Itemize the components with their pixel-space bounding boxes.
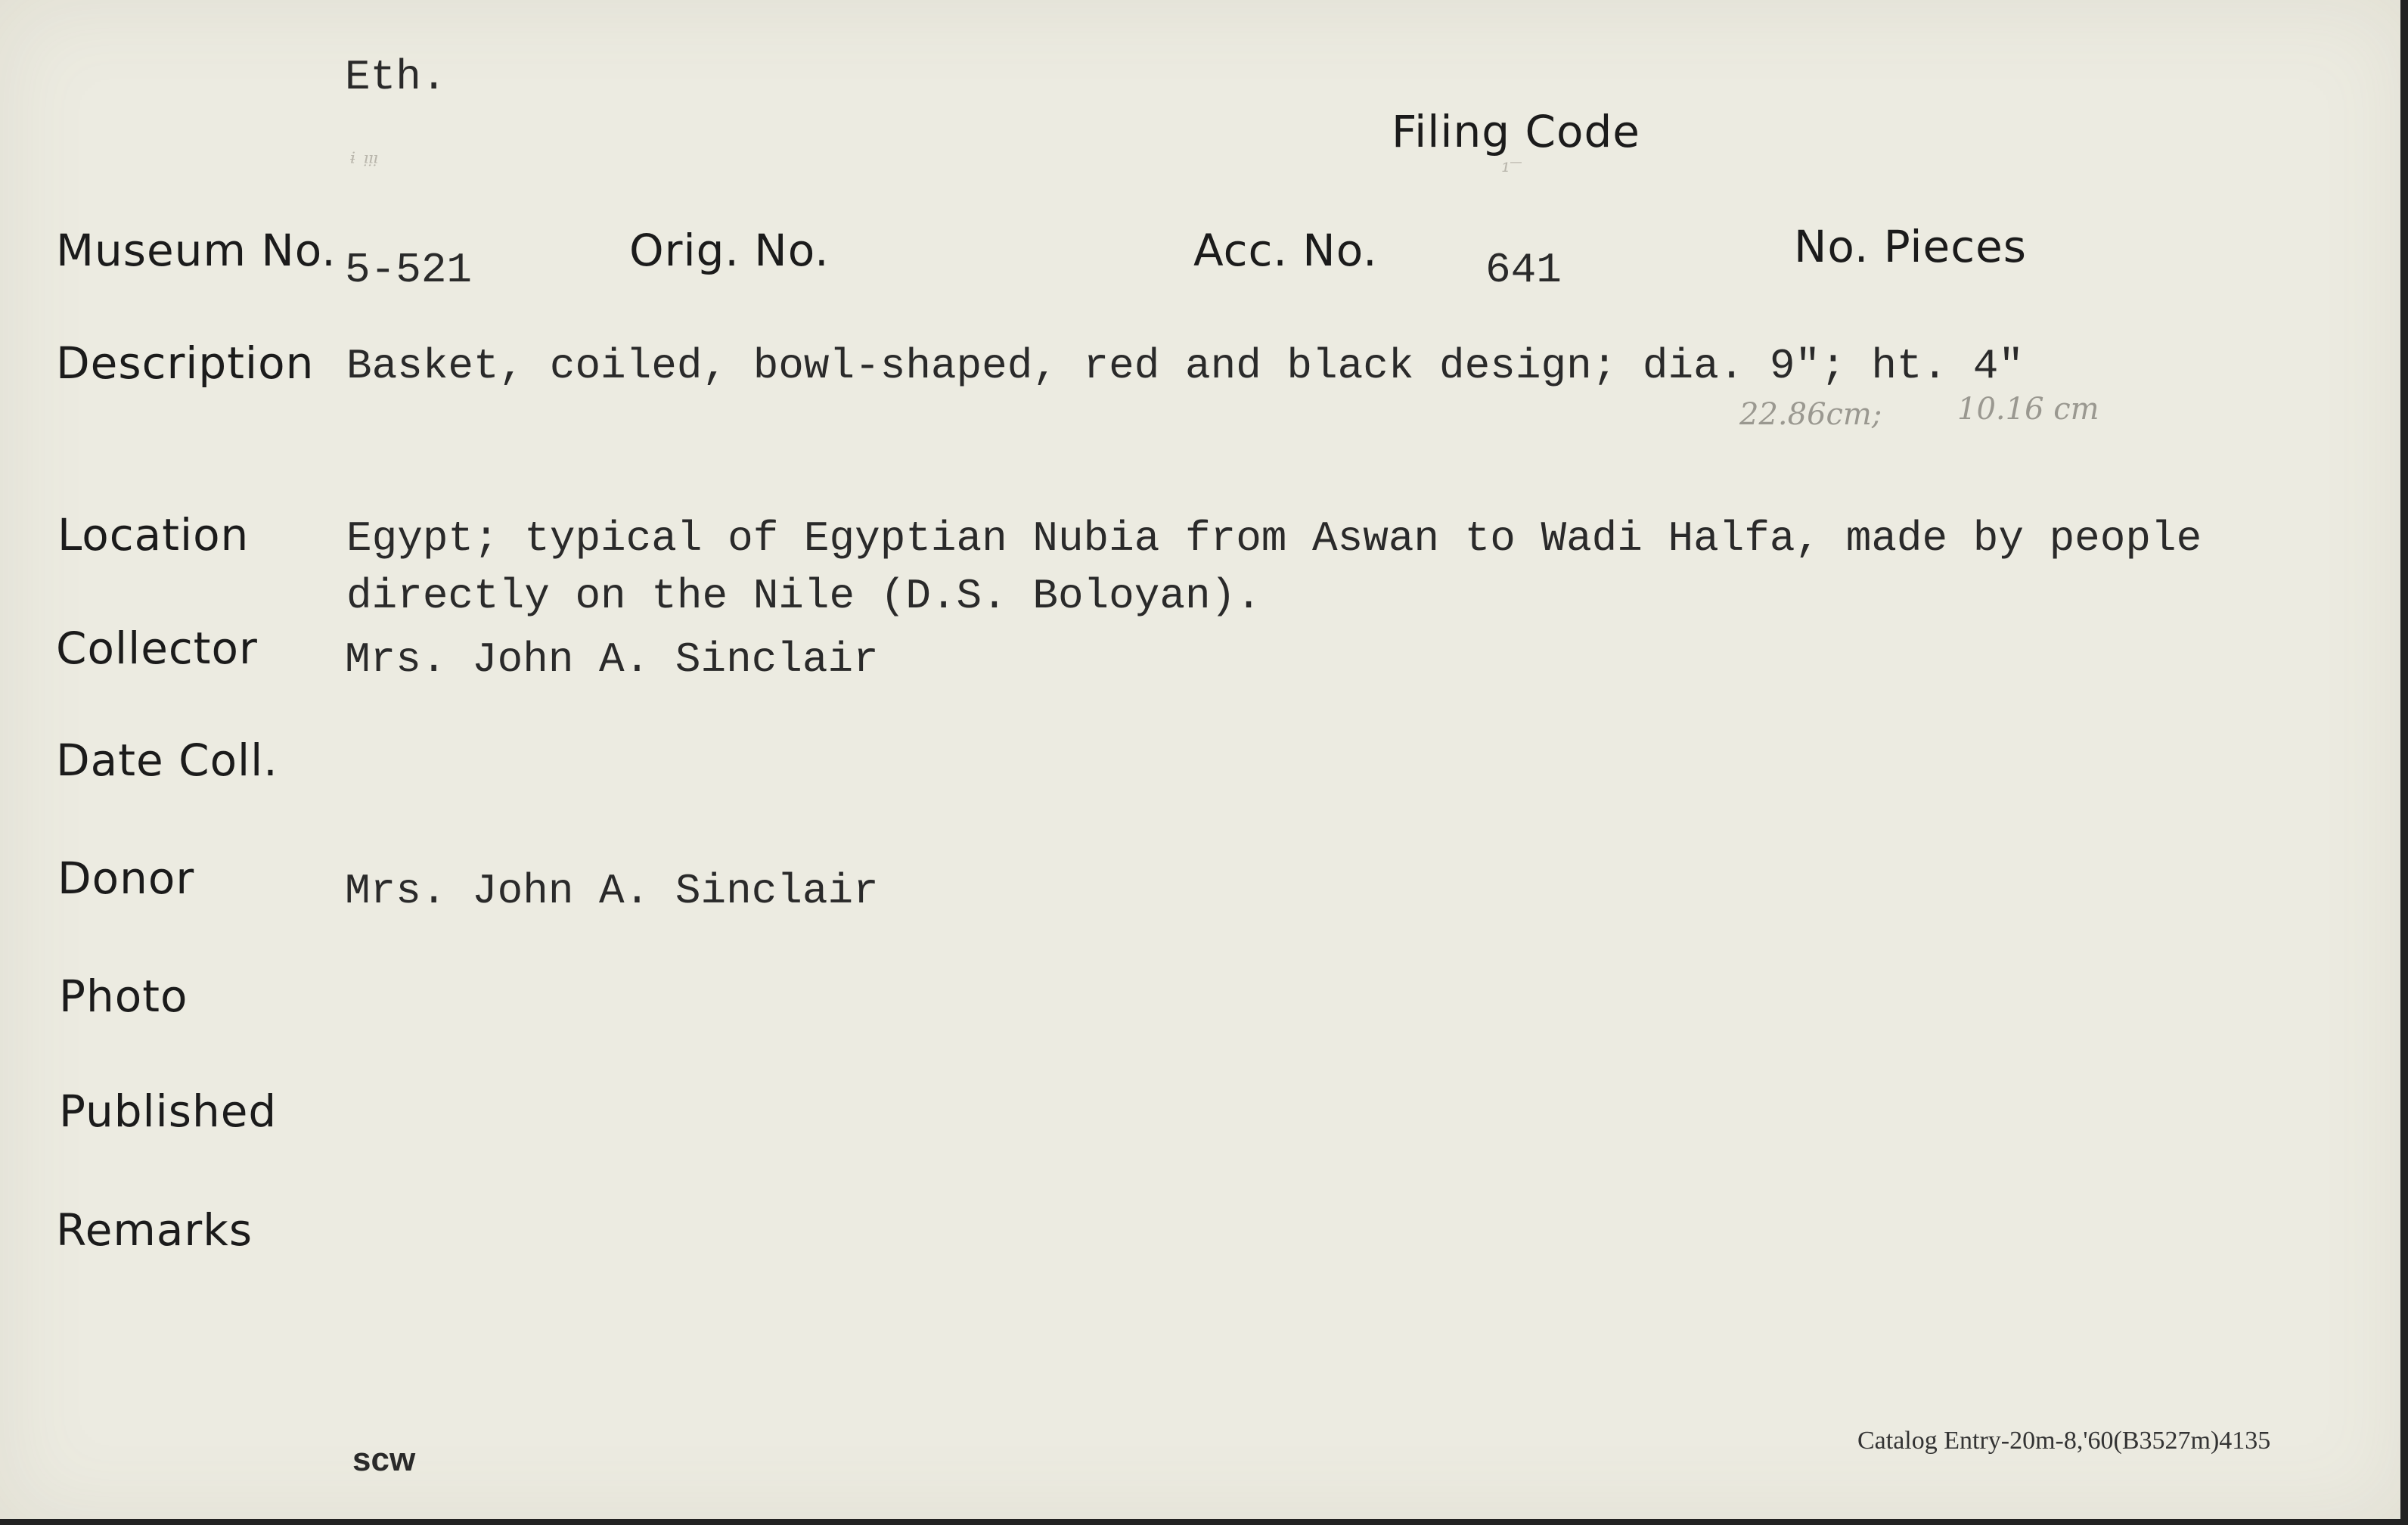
filing-code-label: Filing Code <box>1392 106 1640 157</box>
photo-label: Photo <box>59 971 188 1022</box>
location-line-2: directly on the Nile (D.S. Boloyan). <box>346 572 1261 620</box>
museum-no-label: Museum No. <box>56 225 337 276</box>
catalog-form-number: Catalog Entry-20m-8,'60(B3527m)4135 <box>1857 1427 2271 1455</box>
cataloger-initials: scw <box>352 1441 416 1478</box>
museum-no-value: 5-521 <box>345 246 473 294</box>
collector-value: Mrs. John A. Sinclair <box>345 635 879 684</box>
location-line-1: Egypt; typical of Egyptian Nubia from Aswan to Wadi Halfa, made by people <box>346 514 2202 563</box>
description-label: Description <box>56 337 315 389</box>
acc-no-label: Acc. No. <box>1193 225 1378 276</box>
department-code: Eth. <box>345 53 447 101</box>
collector-label: Collector <box>56 623 258 674</box>
remarks-label: Remarks <box>56 1204 253 1256</box>
date-collected-label: Date Coll. <box>56 735 278 786</box>
location-label: Location <box>57 509 250 561</box>
published-label: Published <box>59 1086 278 1137</box>
acc-no-value: 641 <box>1485 246 1562 294</box>
scan-edge-bottom <box>0 1519 2408 1525</box>
faint-pencil-mark: ᶤ ᵎᵎᵎ <box>349 148 378 179</box>
description-value: Basket, coiled, bowl-shaped, red and black design; dia. 9"; ht. 4" <box>346 342 2024 390</box>
faint-filing-mark: ¹‾ <box>1501 159 1522 185</box>
orig-no-label: Orig. No. <box>629 225 830 276</box>
handwritten-metric-height: 10.16 cm <box>1957 392 2099 427</box>
handwritten-metric-diameter: 22.86cm; <box>1739 397 1882 432</box>
donor-label: Donor <box>57 853 195 904</box>
no-pieces-label: No. Pieces <box>1794 221 2028 272</box>
scan-edge-right <box>2400 0 2408 1525</box>
donor-value: Mrs. John A. Sinclair <box>345 867 879 915</box>
